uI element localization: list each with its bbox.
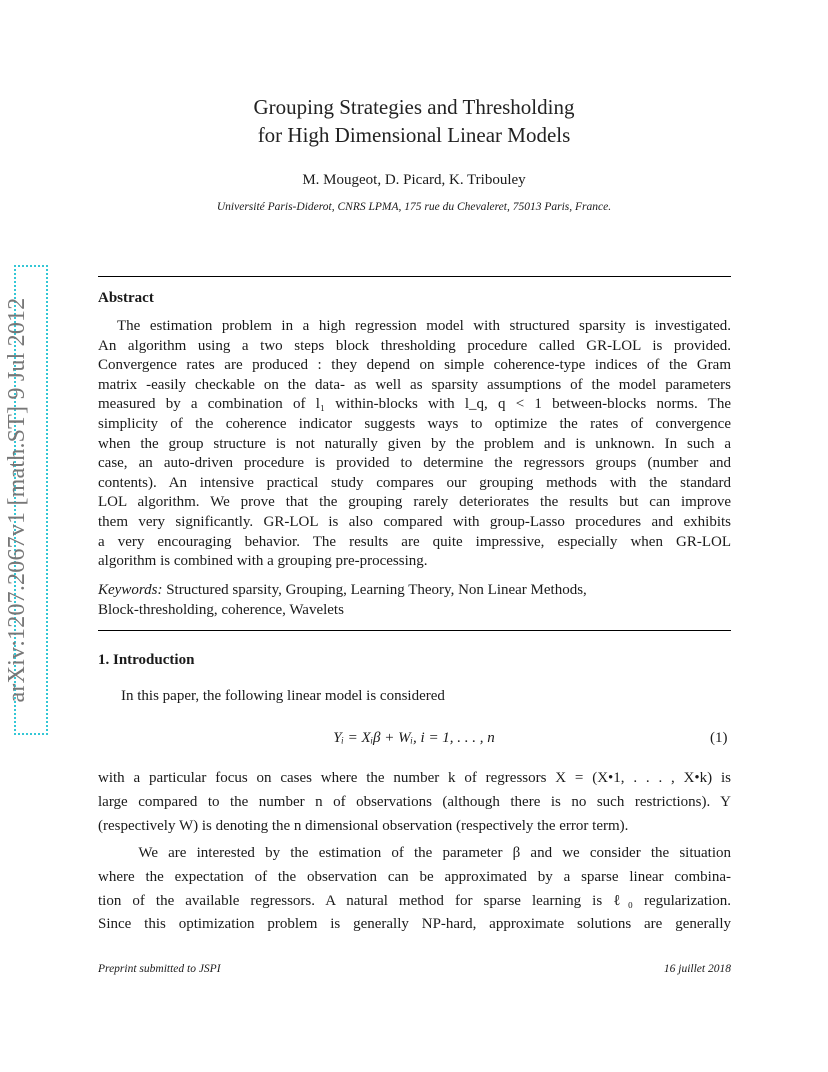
equation-number: (1) [710,730,728,746]
keywords-text-1: Structured sparsity, Grouping, Learning Theory, Non Linear Methods, [162,582,587,598]
equation-1: Yᵢ = Xᵢβ + Wᵢ, i = 1, . . . , n [333,730,495,746]
title-line-1: Grouping Strategies and Thresholding [253,95,575,119]
body-line: Since this optimization problem is generally NP-hard, approximate solutions are generally [98,916,731,933]
abstract-line: case, an auto-driven procedure is provided to determine the regressors groups (number and [98,455,731,472]
body-line: (respectively W) is denoting the n dimensional observation (respectively the error term). [98,817,629,834]
abstract-line: The estimation problem in a high regression model with structured sparsity is investigated. [117,318,731,334]
intro-paragraph-3 [98,842,731,937]
body-line: tion of the available regressors. A natural method for sparse learning is ℓ₀ regularization. [98,892,731,909]
abstract-line: when the group structure is not naturally given by the problem and is unknown. In such a [98,435,731,452]
abstract-body [98,317,731,572]
abstract-line: them very significantly. GR-LOL is also compared with group-Lasso procedures and exhibits [98,513,731,530]
arxiv-stamp[interactable]: arXiv:1207.2067v1 [math.ST] 9 Jul 2012 [4,297,30,703]
abstract-heading: Abstract [98,290,154,306]
keywords [98,581,731,620]
keywords-line-2: Block-thresholding, coherence, Wavelets [98,601,344,618]
abstract-line: LOL algorithm. We prove that the grouping rarely deteriorates the results but can improve [98,494,731,511]
body-line: We are interested by the estimation of the parameter β and we consider the situation [98,845,731,861]
body-line: large compared to the number n of observations (although there is no such restrictions). Y [98,793,731,810]
authors: M. Mougeot, D. Picard, K. Tribouley [302,172,526,188]
bottom-rule [98,630,731,631]
section-heading-introduction: 1. Introduction [98,652,195,668]
body-line: where the expectation of the observation can be approximated by a sparse linear combina- [98,868,731,885]
footer-date: 16 juillet 2018 [663,963,731,975]
abstract-line: Convergence rates are produced : they depend on simple coherence-type indices of the Gram [98,357,731,374]
keywords-line-1 [98,581,731,601]
top-rule [98,276,731,277]
title-line-2: for High Dimensional Linear Models [257,123,571,147]
abstract-line: algorithm is combined with a grouping pre-processing. [98,553,428,570]
abstract-line: simplicity of the coherence indicator suggests ways to optimize the rates of convergence [98,415,731,432]
intro-paragraph-1: In this paper, the following linear model is considered [121,688,445,704]
body-line: with a particular focus on cases where the number k of regressors X = (X•1, . . . , X•k) is [98,770,731,786]
intro-paragraph-2 [98,767,731,838]
paper-title [0,93,828,149]
abstract-line: measured by a combination of l₁ within-blocks with l_q, q < 1 between-blocks norms. The [98,396,731,413]
abstract-line: matrix -easily checkable on the data- as well as sparsity assumptions of the model parameters [98,376,731,393]
footer-preprint: Preprint submitted to JSPI [98,963,221,975]
keywords-label: Keywords: [98,582,163,598]
affiliation: Université Paris-Diderot, CNRS LPMA, 175 rue du Chevaleret, 75013 Paris, France. [216,201,612,213]
abstract-line: a very encouraging behavior. The results are quite impressive, especially when GR-LOL [98,533,731,550]
abstract-line: An algorithm using a two steps block thresholding procedure called GR-LOL is provided. [98,337,731,354]
abstract-line: contents). An intensive practical study compares our grouping methods with the standard [98,474,731,491]
